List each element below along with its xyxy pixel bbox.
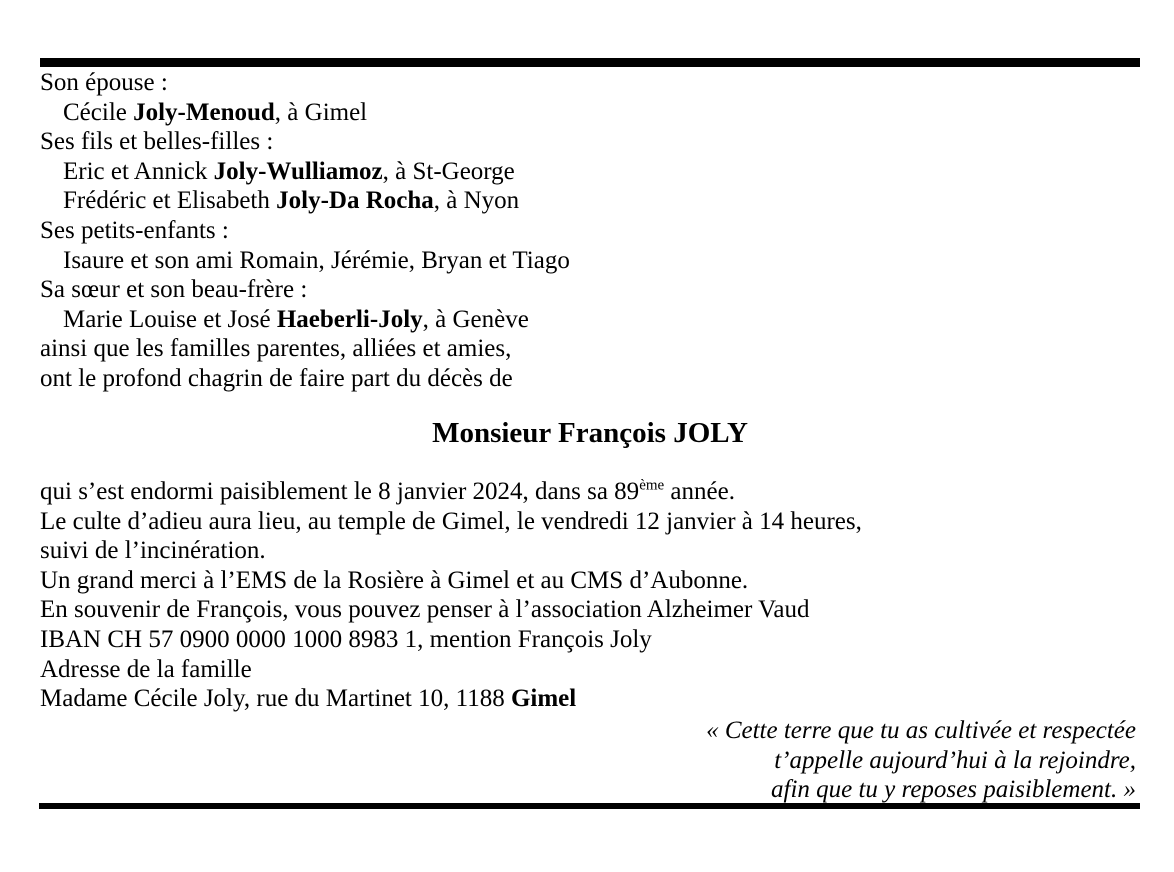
top-rule bbox=[40, 58, 1140, 67]
ceremony-line: Le culte d’adieu aura lieu, au temple de Gimel, le vendredi 12 janvier à 14 heures, bbox=[40, 507, 862, 535]
address-label-line: Adresse de la famille bbox=[40, 655, 252, 683]
details-block bbox=[40, 477, 1140, 714]
family-line-text: Marie Louise et José bbox=[63, 305, 277, 333]
family-line bbox=[40, 275, 1140, 305]
ordinal-superscript: ème bbox=[639, 477, 665, 494]
family-line bbox=[40, 127, 1140, 157]
family-line bbox=[40, 186, 1140, 216]
family-line bbox=[40, 305, 1140, 335]
family-line-text: Eric et Annick bbox=[63, 157, 214, 185]
family-line-text: Sa sœur et son beau-frère : bbox=[40, 276, 308, 304]
family-line-text: , à Gimel bbox=[274, 98, 368, 126]
family-name-bold: Joly-Da Rocha bbox=[276, 187, 434, 215]
family-line bbox=[40, 68, 1140, 98]
family-line bbox=[40, 364, 1140, 394]
quote-line: afin que tu y reposes paisiblement. » bbox=[771, 776, 1136, 804]
donation-line: En souvenir de François, vous pouvez penser à l’association Alzheimer Vaud bbox=[40, 596, 810, 624]
address-line bbox=[40, 684, 1140, 714]
quote-block bbox=[40, 716, 1136, 805]
address-text: Madame Cécile Joly, rue du Martinet 10, 1188 bbox=[40, 685, 511, 713]
quote-line: « Cette terre que tu as cultivée et respectée bbox=[706, 717, 1136, 744]
bottom-rule bbox=[39, 803, 1140, 809]
family-line-text: ainsi que les familles parentes, alliées et amies, bbox=[40, 335, 512, 363]
quote-line: t’appelle aujourd’hui à la rejoindre, bbox=[774, 746, 1136, 774]
family-line-text: Isaure et son ami Romain, Jérémie, Bryan et Tiago bbox=[63, 246, 570, 274]
family-line bbox=[40, 98, 1140, 128]
family-line-text: , à Genève bbox=[422, 305, 529, 333]
family-line-text: Ses petits-enfants : bbox=[40, 216, 229, 244]
family-block bbox=[40, 68, 1140, 394]
family-line-text: ont le profond chagrin de faire part du décès de bbox=[40, 364, 513, 392]
family-name-bold: Joly-Wulliamoz bbox=[213, 157, 383, 185]
cremation-line: suivi de l’incinération. bbox=[40, 537, 266, 565]
death-date-text: qui s’est endormi paisiblement le 8 janvier 2024, dans sa 89 bbox=[40, 478, 640, 505]
address-city-bold: Gimel bbox=[510, 685, 577, 713]
family-line-text: , à Nyon bbox=[433, 187, 520, 215]
family-line bbox=[40, 246, 1140, 276]
family-line-text: , à St-George bbox=[382, 157, 515, 185]
death-date-line bbox=[40, 477, 1140, 507]
thanks-line: Un grand merci à l’EMS de la Rosière à Gimel et au CMS d’Aubonne. bbox=[40, 566, 749, 594]
family-line bbox=[40, 216, 1140, 246]
family-line bbox=[40, 334, 1140, 364]
family-line-text: Son épouse : bbox=[40, 69, 168, 96]
deceased-name-title: Monsieur François JOLY bbox=[432, 417, 748, 449]
family-line-text: Cécile bbox=[63, 98, 134, 126]
family-line-text: Ses fils et belles-filles : bbox=[40, 128, 274, 156]
family-name-bold: Joly-Menoud bbox=[133, 98, 275, 126]
family-line-text: Frédéric et Elisabeth bbox=[63, 187, 277, 215]
family-line bbox=[40, 157, 1140, 187]
family-name-bold: Haeberli-Joly bbox=[276, 305, 423, 333]
death-date-text: année. bbox=[664, 478, 735, 505]
iban-line: IBAN CH 57 0900 0000 1000 8983 1, mention François Joly bbox=[40, 625, 652, 653]
